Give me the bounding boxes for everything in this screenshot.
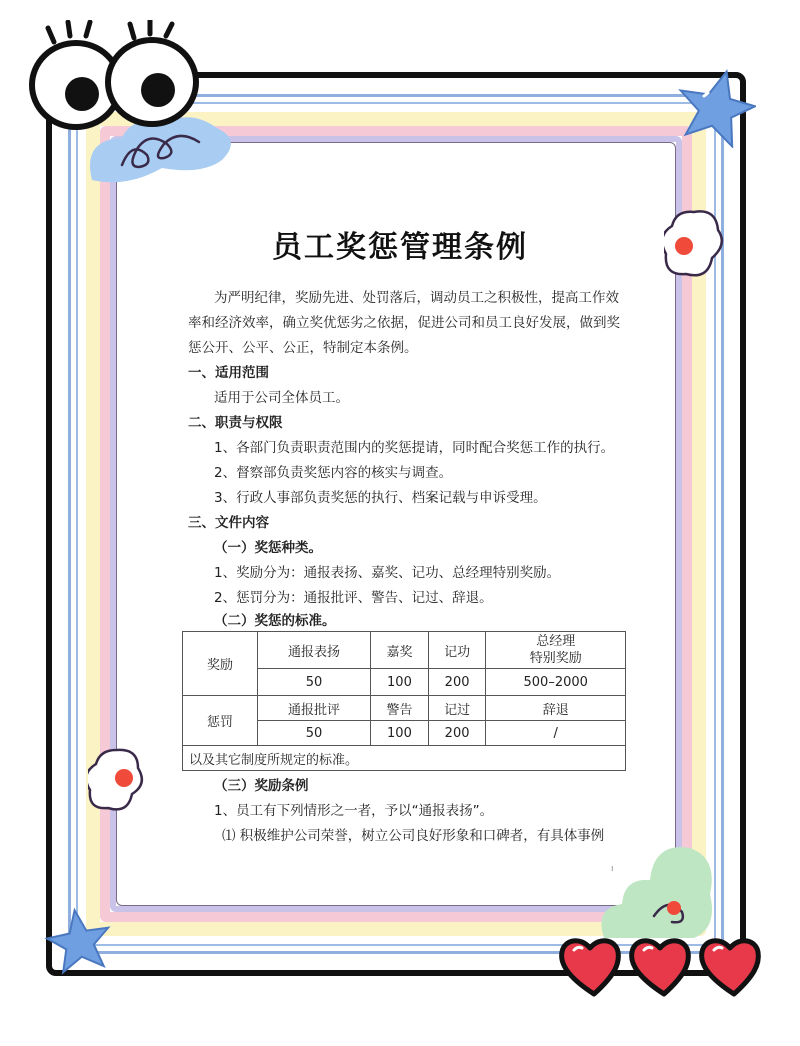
- table-cell: 警告: [371, 696, 429, 721]
- cell-line: 总经理: [536, 634, 576, 649]
- table-cell: 记功: [428, 632, 486, 669]
- table-cell: /: [486, 721, 626, 746]
- penalty-label-cell: 惩罚: [183, 696, 258, 746]
- table-row: [183, 746, 626, 771]
- table-cell: 200: [428, 669, 486, 696]
- table-row: [183, 632, 626, 669]
- sub1-item-2: 2、惩罚分为：通报批评、警告、记过、辞退。: [214, 590, 493, 606]
- cell-line: 特别奖励: [529, 651, 582, 666]
- table-cell: 100: [371, 669, 429, 696]
- table-cell: 嘉奖: [371, 632, 429, 669]
- googly-eyes-icon: [24, 20, 204, 130]
- sub3-item-2: ⑴ 积极维护公司荣誉，树立公司良好形象和口碑者，有具体事例: [222, 828, 605, 844]
- sub1-item-1: 1、奖励分为：通报表扬、嘉奖、记功、总经理特别奖励。: [214, 565, 561, 581]
- table-cell: 记过: [428, 696, 486, 721]
- section1-heading: 一、适用范围: [188, 365, 269, 381]
- standards-table: [182, 631, 626, 771]
- section1-body: 适用于公司全体员工。: [214, 390, 349, 406]
- intro-line-1: 为严明纪律，奖励先进、处罚落后，调动员工之积极性，提高工作效: [214, 290, 619, 306]
- table-cell: 50: [258, 669, 371, 696]
- hearts-icon: [556, 932, 772, 1000]
- section2-item-3: 3、行政人事部负责奖惩的执行、档案记载与申诉受理。: [214, 490, 547, 506]
- star-icon-topright: [674, 66, 756, 148]
- reward-label-cell: 奖励: [183, 632, 258, 696]
- sub3-item-1: 1、员工有下列情形之一者，予以“通报表扬”。: [214, 803, 494, 819]
- table-cell: 通报批评: [258, 696, 371, 721]
- page-mark: ı: [611, 864, 614, 874]
- section2-item-2: 2、督察部负责奖惩内容的核实与调查。: [214, 465, 453, 481]
- table-cell: 100: [371, 721, 429, 746]
- table-cell: 200: [428, 721, 486, 746]
- table-note: 以及其它制度所规定的标准。: [183, 746, 626, 771]
- table-row: [183, 696, 626, 721]
- sub2-heading: （二）奖惩的标准。: [214, 613, 336, 629]
- section3-heading: 三、文件内容: [188, 515, 269, 531]
- table-cell: 50: [258, 721, 371, 746]
- table-cell-special-reward: [486, 632, 626, 669]
- section2-item-1: 1、各部门负责职责范围内的奖惩提请，同时配合奖惩工作的执行。: [214, 440, 615, 456]
- page-title: 员工奖惩管理条例: [272, 230, 528, 265]
- sub1-heading: （一）奖惩种类。: [214, 540, 322, 556]
- table-cell: 辞退: [486, 696, 626, 721]
- sub3-heading: （三）奖励条例: [214, 778, 309, 794]
- intro-line-2: 率和经济效率，确立奖优惩劣之依据，促进公司和员工良好发展，做到奖: [188, 315, 620, 331]
- flower-icon-left: [88, 744, 144, 816]
- star-icon-bottomleft: [44, 906, 114, 976]
- table-cell: 通报表扬: [258, 632, 371, 669]
- table-cell: 500–2000: [486, 669, 626, 696]
- intro-line-3: 惩公开、公平、公正，特制定本条例。: [188, 340, 418, 356]
- section2-heading: 二、职责与权限: [188, 415, 283, 431]
